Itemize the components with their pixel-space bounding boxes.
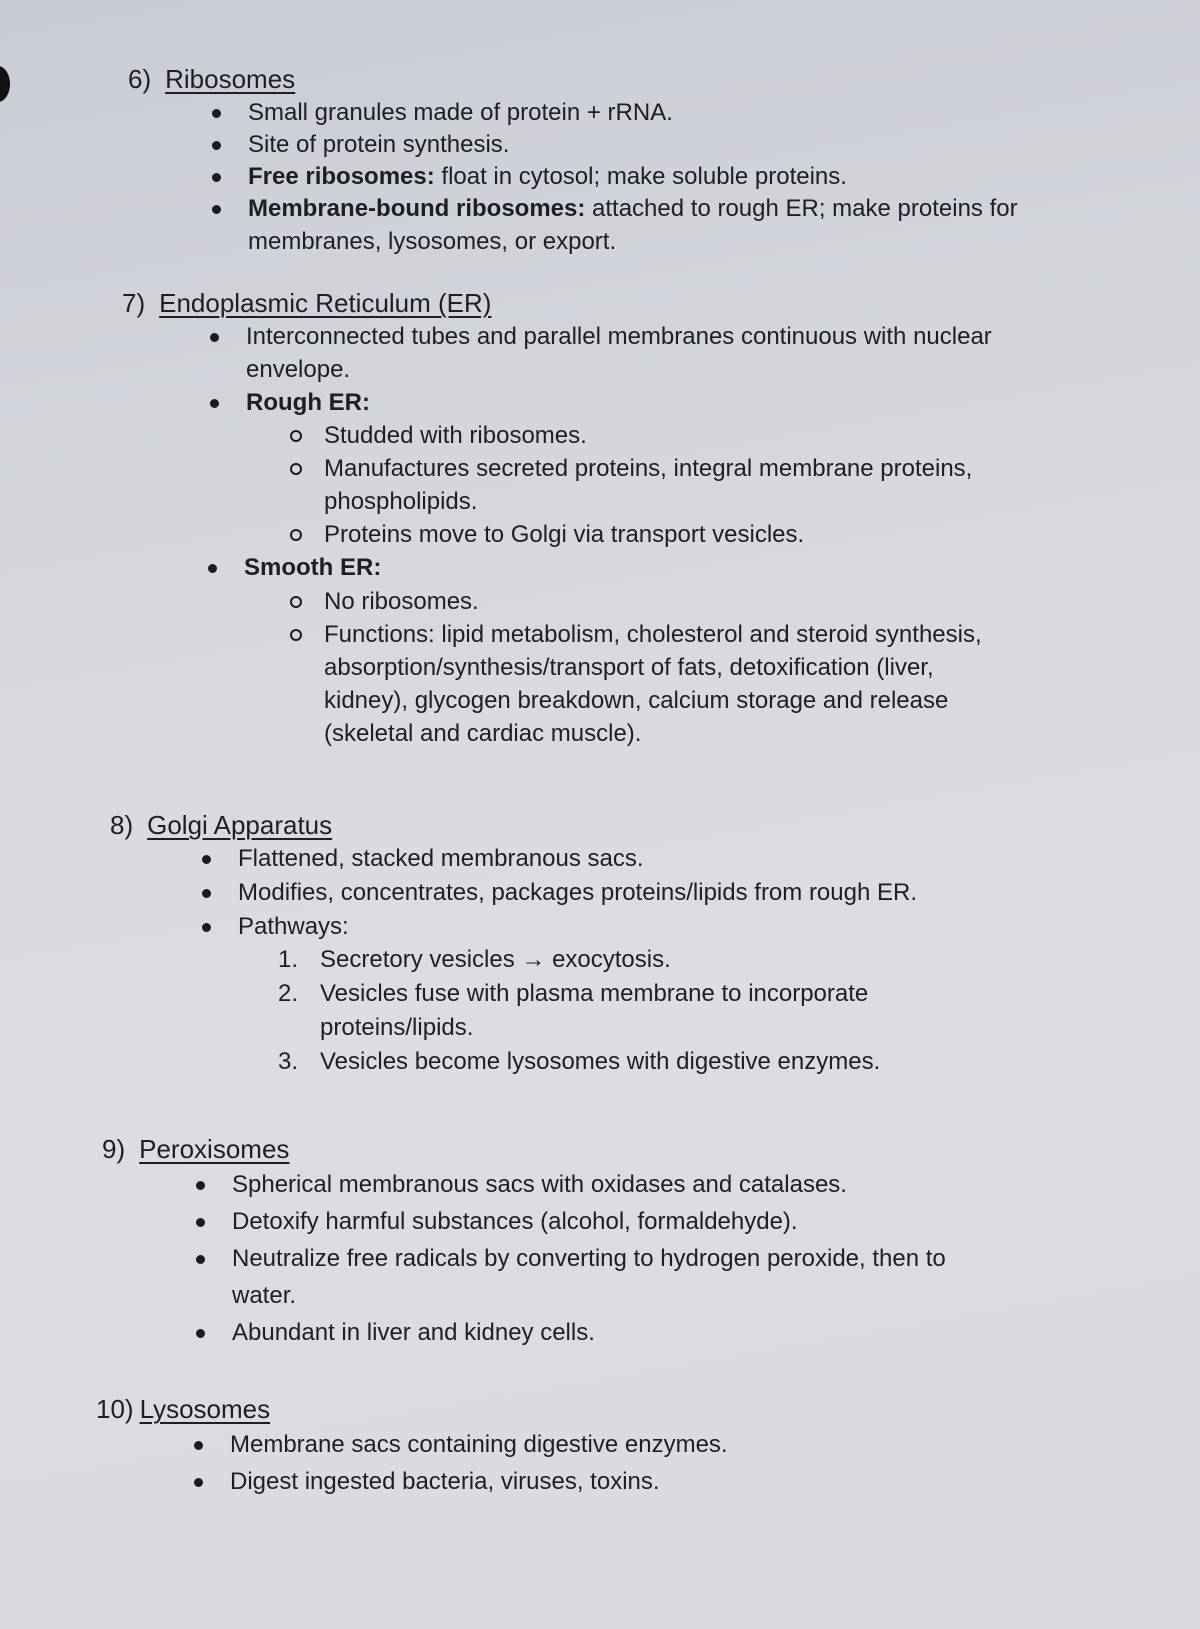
sub-list-item: Proteins move to Golgi via transport vesicles. <box>324 518 1132 551</box>
bullet-icon <box>212 205 221 214</box>
section-number: 7) <box>122 288 146 318</box>
section-golgi-apparatus <box>110 808 1120 1079</box>
bullet-icon <box>194 1478 203 1487</box>
bullet-list <box>238 842 1120 943</box>
list-item: Small granules made of protein + rRNA. <box>248 96 1128 129</box>
numbered-item: 2. Vesicles fuse with plasma membrane to incorporate proteins/lipids. <box>320 977 1120 1045</box>
bullet-icon <box>210 333 219 342</box>
bullet-icon <box>194 1441 203 1450</box>
bullet-icon <box>212 173 221 182</box>
bullet-list <box>246 320 1132 750</box>
list-item: Digest ingested bacteria, viruses, toxins. <box>230 1463 1106 1500</box>
list-item: Free ribosomes: float in cytosol; make soluble proteins. <box>248 160 1128 193</box>
bullet-icon <box>212 141 221 150</box>
section-title: Lysosomes <box>139 1394 271 1424</box>
numbered-item: 1. Secretory vesicles → exocytosis. <box>320 943 1120 977</box>
bullet-list <box>230 1426 1106 1500</box>
section-endoplasmic-reticulum <box>122 286 1132 750</box>
section-heading <box>128 62 1128 96</box>
section-heading <box>122 286 1132 320</box>
section-heading <box>102 1132 1112 1166</box>
bullet-icon <box>196 1329 205 1338</box>
sub-list-item: Manufactures secreted proteins, integral membrane proteins, phospholipids. <box>324 452 1132 518</box>
bullet-icon <box>212 109 221 118</box>
bullet-icon <box>202 923 211 932</box>
bullet-list <box>248 96 1128 258</box>
circle-bullet-icon <box>290 596 302 608</box>
bullet-icon <box>196 1218 205 1227</box>
bullet-icon <box>202 889 211 898</box>
step-number: 2. <box>278 980 299 1007</box>
list-item: Abundant in liver and kidney cells. <box>232 1314 1112 1351</box>
circle-bullet-icon <box>290 529 302 541</box>
list-item: Spherical membranous sacs with oxidases and catalases. <box>232 1166 1112 1203</box>
sub-list <box>324 419 1132 551</box>
step-number: 1. <box>278 946 299 973</box>
list-item: Neutralize free radicals by converting to hydrogen peroxide, then to water. <box>232 1240 1112 1314</box>
list-item: Site of protein synthesis. <box>248 128 1128 161</box>
section-title: Golgi Apparatus <box>147 810 333 840</box>
circle-bullet-icon <box>290 430 302 442</box>
numbered-item: 3. Vesicles become lysosomes with digestive enzymes. <box>320 1045 1120 1079</box>
section-number: 6) <box>128 64 152 94</box>
bullet-icon <box>202 855 211 864</box>
section-number: 10) <box>96 1394 134 1424</box>
sub-list <box>324 585 1132 750</box>
list-item: Membrane sacs containing digestive enzymes. <box>230 1426 1106 1463</box>
list-item: Rough ER: Studded with ribosomes. Manufactures secreted proteins, integral membrane proteins, phospholipids. Proteins move to Golgi via transport vesicles. <box>246 386 1132 551</box>
list-item: Modifies, concentrates, packages proteins/lipids from rough ER. <box>238 876 1120 909</box>
circle-bullet-icon <box>290 463 302 475</box>
section-heading <box>110 808 1120 842</box>
sub-list-item: Functions: lipid metabolism, cholesterol and steroid synthesis, absorption/synthesis/transport of fats, detoxification (liver, kidney), glycogen breakdown, calcium storage and release (skeletal and cardiac muscle). <box>324 618 1132 750</box>
section-ribosomes <box>128 62 1128 258</box>
list-item: Membrane-bound ribosomes: attached to rough ER; make proteins for membranes, lysosomes, or export. <box>248 192 1128 258</box>
list-item: Pathways: <box>238 910 1120 943</box>
list-item: Interconnected tubes and parallel membranes continuous with nuclear envelope. <box>246 320 1132 386</box>
section-title: Peroxisomes <box>139 1134 290 1164</box>
section-title: Endoplasmic Reticulum (ER) <box>159 288 492 318</box>
section-heading <box>96 1392 1106 1426</box>
numbered-list <box>278 943 1120 1079</box>
list-item: Detoxify harmful substances (alcohol, formaldehyde). <box>232 1203 1112 1240</box>
list-item: Flattened, stacked membranous sacs. <box>238 842 1120 875</box>
section-peroxisomes <box>102 1132 1112 1351</box>
section-number: 8) <box>110 810 134 840</box>
bullet-icon <box>208 564 217 573</box>
section-lysosomes <box>96 1392 1106 1500</box>
circle-bullet-icon <box>290 629 302 641</box>
sub-list-item: No ribosomes. <box>324 585 1132 618</box>
section-title: Ribosomes <box>165 64 296 94</box>
sub-list-item: Studded with ribosomes. <box>324 419 1132 452</box>
step-number: 3. <box>278 1048 299 1075</box>
bullet-icon <box>210 399 219 408</box>
bullet-icon <box>196 1255 205 1264</box>
bullet-icon <box>196 1181 205 1190</box>
bullet-list <box>232 1166 1112 1351</box>
list-item: Smooth ER: No ribosomes. Functions: lipid metabolism, cholesterol and steroid synthesis, absorption/synthesis/transport of fats, detoxification (liver, kidney), glycogen breakdown, calcium storage and release (skeletal and cardiac muscle). <box>244 551 1132 750</box>
section-number: 9) <box>102 1134 126 1164</box>
page-edge-shadow <box>0 66 10 102</box>
